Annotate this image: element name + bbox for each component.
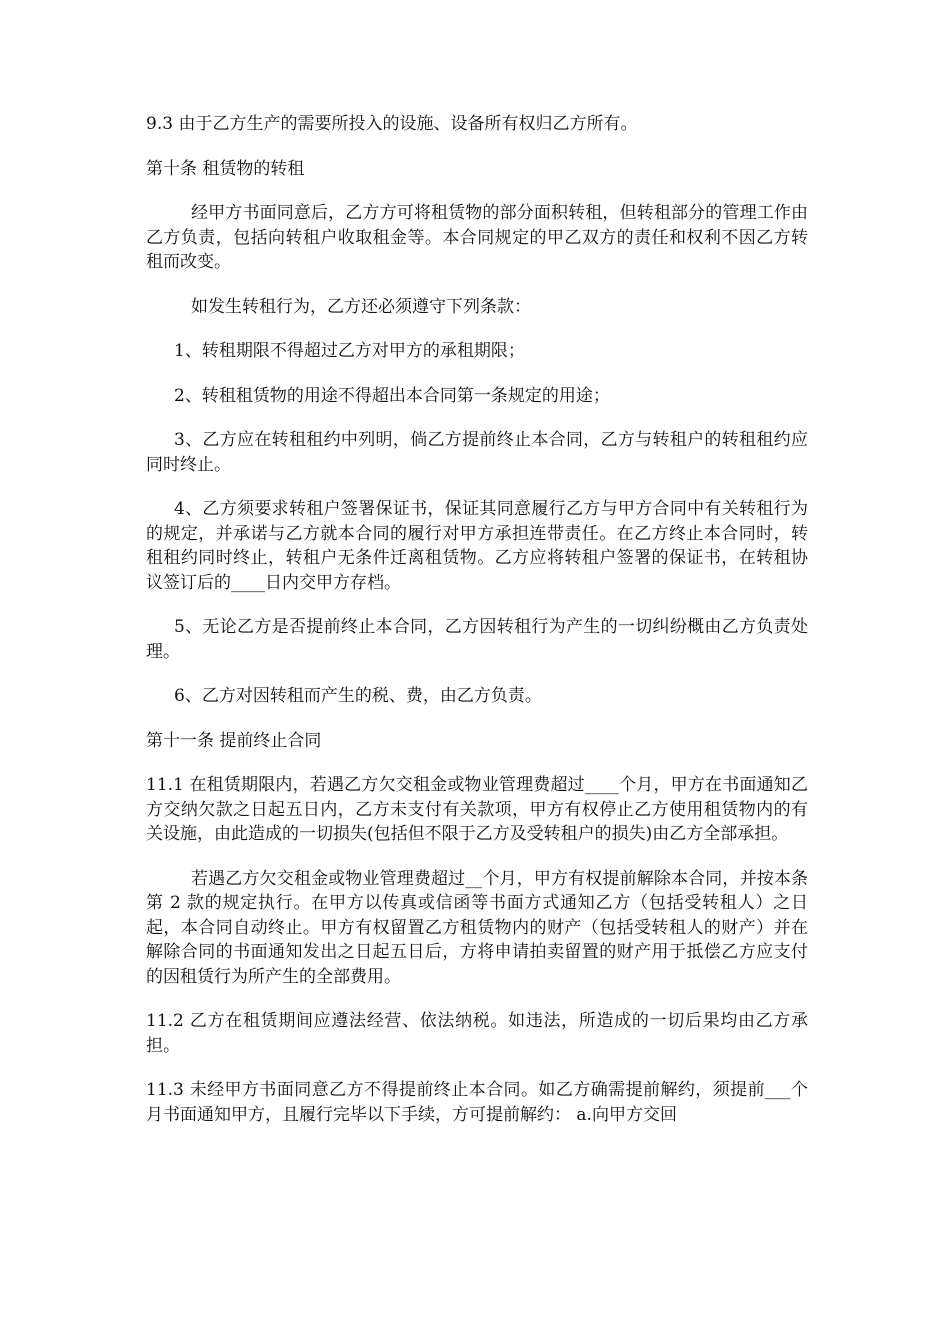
clause-11-2: 11.2 乙方在租赁期间应遵法经营、依法纳税。如违法，所造成的一切后果均由乙方承担。 bbox=[146, 1011, 808, 1056]
clause-9-3: 9.3 由于乙方生产的需要所投入的设施、设备所有权归乙方所有。 bbox=[146, 114, 638, 134]
clause-11-1: 11.1 在租赁期限内，若遇乙方欠交租金或物业管理费超过____个月，甲方在书面通知乙方交纳欠款之日起五日内，乙方未支付有关款项，甲方有权停止乙方使用租赁物内的有关设施，由此造成的一切损失(包括但不限于乙方及受转租户的损失)由乙方全部承担。 bbox=[146, 775, 808, 844]
sublease-item-2: 2、转租租赁物的用途不得超出本合同第一条规定的用途； bbox=[174, 385, 610, 406]
sublease-intro: 如发生转租行为，乙方还必须遵守下列条款： bbox=[191, 296, 531, 317]
sublease-item-1: 1、转租期限不得超过乙方对甲方的承租期限； bbox=[174, 341, 525, 361]
article-11-heading: 第十一条 提前终止合同 bbox=[146, 730, 322, 751]
article-10-heading: 第十条 租赁物的转租 bbox=[146, 158, 305, 179]
sublease-item-6: 6、乙方对因转租而产生的税、费，由乙方负责。 bbox=[174, 686, 542, 706]
sublease-item-3: 3、乙方应在转租租约中列明，倘乙方提前终止本合同，乙方与转租户的转租租约应同时终止。 bbox=[146, 430, 808, 475]
clause-11-1-continued: 若遇乙方欠交租金或物业管理费超过__个月，甲方有权提前解除本合同，并按本条第 2 款的规定执行。在甲方以传真或信函等书面方式通知乙方（包括受转租人）之日起，本合同自动终止。甲方有权留置乙方租赁物内的财产（包括受转租人的财产）并在解除合同的书面通知发出之日起五日后，方将申请拍卖留置的财产用于抵偿乙方应支付的因租赁行为所产生的全部费用。 bbox=[146, 868, 808, 987]
sublease-item-4: 4、乙方须要求转租户签署保证书，保证其同意履行乙方与甲方合同中有关转租行为的规定，并承诺与乙方就本合同的履行对甲方承担连带责任。在乙方终止本合同时，转租租约同时终止，转租户无条件迁离租赁物。乙方应将转租户签署的保证书，在转租协议签订后的____日内交甲方存档。 bbox=[146, 499, 808, 593]
article-10-body: 经甲方书面同意后，乙方方可将租赁物的部分面积转租，但转租部分的管理工作由乙方负责，包括向转租户收取租金等。本合同规定的甲乙双方的责任和权利不因乙方转租而改变。 bbox=[146, 203, 808, 272]
document-page bbox=[146, 112, 808, 1147]
clause-11-3: 11.3 未经甲方书面同意乙方不得提前终止本合同。如乙方确需提前解约，须提前___个月书面通知甲方，且履行完毕以下手续，方可提前解约： a.向甲方交回 bbox=[146, 1080, 808, 1125]
sublease-item-5: 5、无论乙方是否提前终止本合同，乙方因转租行为产生的一切纠纷概由乙方负责处理。 bbox=[146, 617, 808, 662]
